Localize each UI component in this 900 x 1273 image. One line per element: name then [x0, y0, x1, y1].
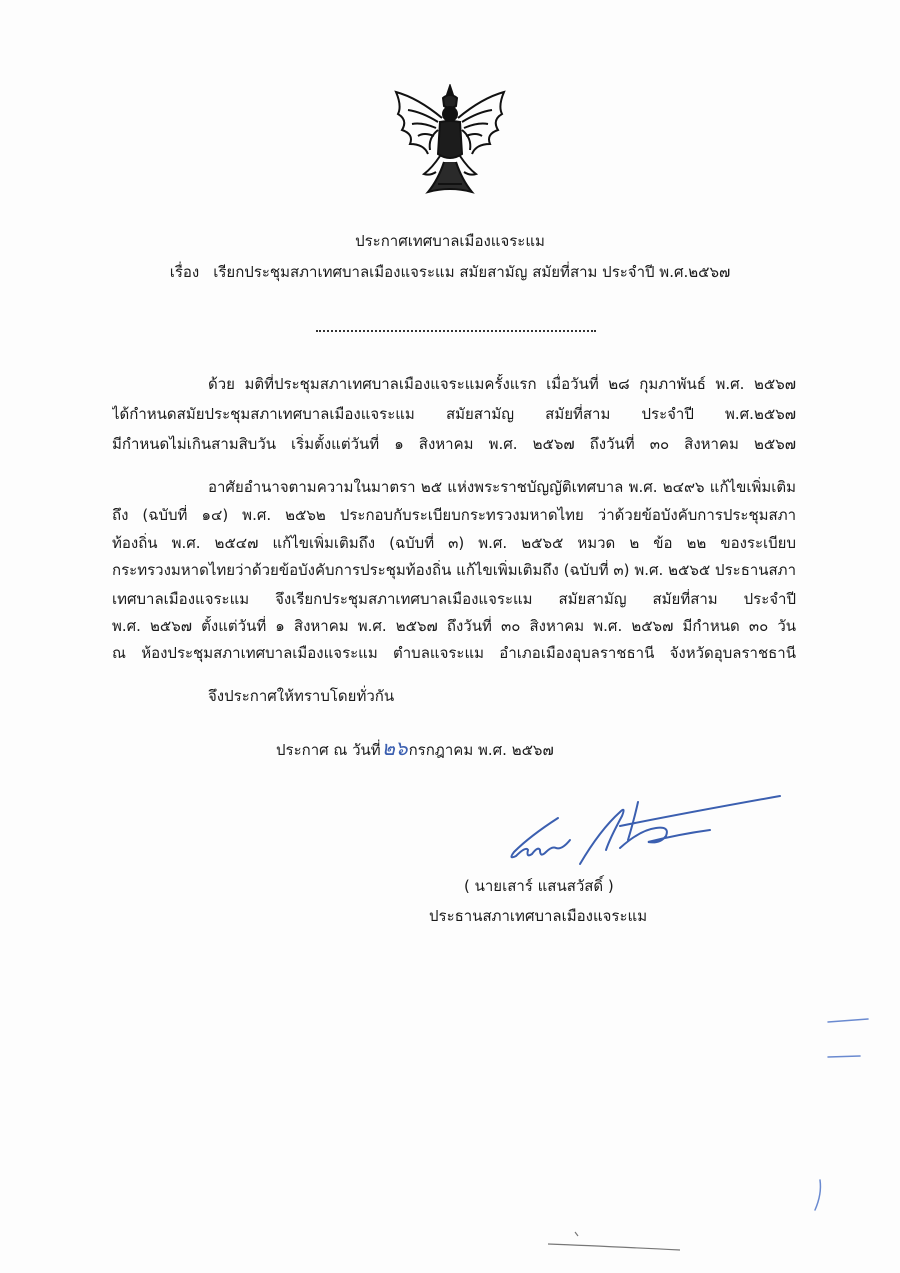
document-title: ประกาศเทศบาลเมืองแจระแม — [355, 232, 545, 250]
handwritten-day: ๒๖ — [381, 736, 408, 760]
para2-line-4: กระทรวงมหาดไทยว่าด้วยข้อบังคับการประชุมท้องถิ่น แก้ไขเพิ่มเติมถึง (ฉบับที่ ๓) พ.ศ. ๒๕๖๕ ประธานสภา — [112, 561, 796, 579]
dateline-suffix: กรกฎาคม พ.ศ. ๒๕๖๗ — [408, 741, 554, 759]
para2-line-7: ณ ห้องประชุมสภาเทศบาลเมืองแจระแม ตำบลแจระแม อำเภอเมืองอุบลราชธานี จังหวัดอุบลราชธานี — [112, 644, 796, 662]
subject-label: เรื่อง — [169, 263, 200, 281]
para2-line-1: อาศัยอำนาจตามความในมาตรา ๒๕ แห่งพระราชบัญญัติเทศบาล พ.ศ. ๒๔๙๖ แก้ไขเพิ่มเติม — [208, 478, 796, 496]
handwritten-signature — [470, 790, 790, 880]
dateline-prefix: ประกาศ ณ วันที่ — [276, 741, 381, 759]
subject-line — [0, 260, 900, 284]
para1-line-1: ด้วย มติที่ประชุมสภาเทศบาลเมืองแจระแมครั้งแรก เมื่อวันที่ ๒๘ กุมภาพันธ์ พ.ศ. ๒๕๖๗ — [208, 375, 796, 393]
dotted-separator — [316, 320, 596, 332]
para1-line-2: ได้กำหนดสมัยประชุมสภาเทศบาลเมืองแจระแม สมัยสามัญ สมัยที่สาม ประจำปี พ.ศ.๒๕๖๗ — [112, 405, 796, 423]
para1-line-3: มีกำหนดไม่เกินสามสิบวัน เริ่มตั้งแต่วันที่ ๑ สิงหาคม พ.ศ. ๒๕๖๗ ถึงวันที่ ๓๐ สิงหาคม ๒๕๖๗ — [112, 435, 796, 453]
subject-text: เรียกประชุมสภาเทศบาลเมืองแจระแม สมัยสามัญ สมัยที่สาม ประจำปี พ.ศ.๒๕๖๗ — [213, 263, 731, 281]
signatory-name: ( นายเสาร์ แสนสวัสดิ์ ) — [464, 877, 614, 895]
para2-line-6: พ.ศ. ๒๕๖๗ ตั้งแต่วันที่ ๑ สิงหาคม พ.ศ. ๒๕๖๗ ถึงวันที่ ๓๐ สิงหาคม พ.ศ. ๒๕๖๗ มีกำหนด ๓๐ วัน — [112, 617, 796, 635]
garuda-emblem-icon — [388, 84, 512, 198]
para2-line-2: ถึง (ฉบับที่ ๑๔) พ.ศ. ๒๕๖๒ ประกอบกับระเบียบกระทรวงมหาดไทย ว่าด้วยข้อบังคับการประชุมสภา — [112, 506, 796, 524]
para2-line-3: ท้องถิ่น พ.ศ. ๒๕๔๗ แก้ไขเพิ่มเติมถึง (ฉบับที่ ๓) พ.ศ. ๒๕๖๕ หมวด ๒ ข้อ ๒๒ ของระเบียบ — [112, 534, 796, 552]
dateline — [276, 738, 554, 760]
signatory-position: ประธานสภาเทศบาลเมืองแจระแม — [429, 907, 648, 925]
closing-line: จึงประกาศให้ทราบโดยทั่วกัน — [208, 687, 395, 705]
para2-line-5: เทศบาลเมืองแจระแม จึงเรียกประชุมสภาเทศบาลเมืองแจระแม สมัยสามัญ สมัยที่สาม ประจำปี — [112, 590, 796, 608]
